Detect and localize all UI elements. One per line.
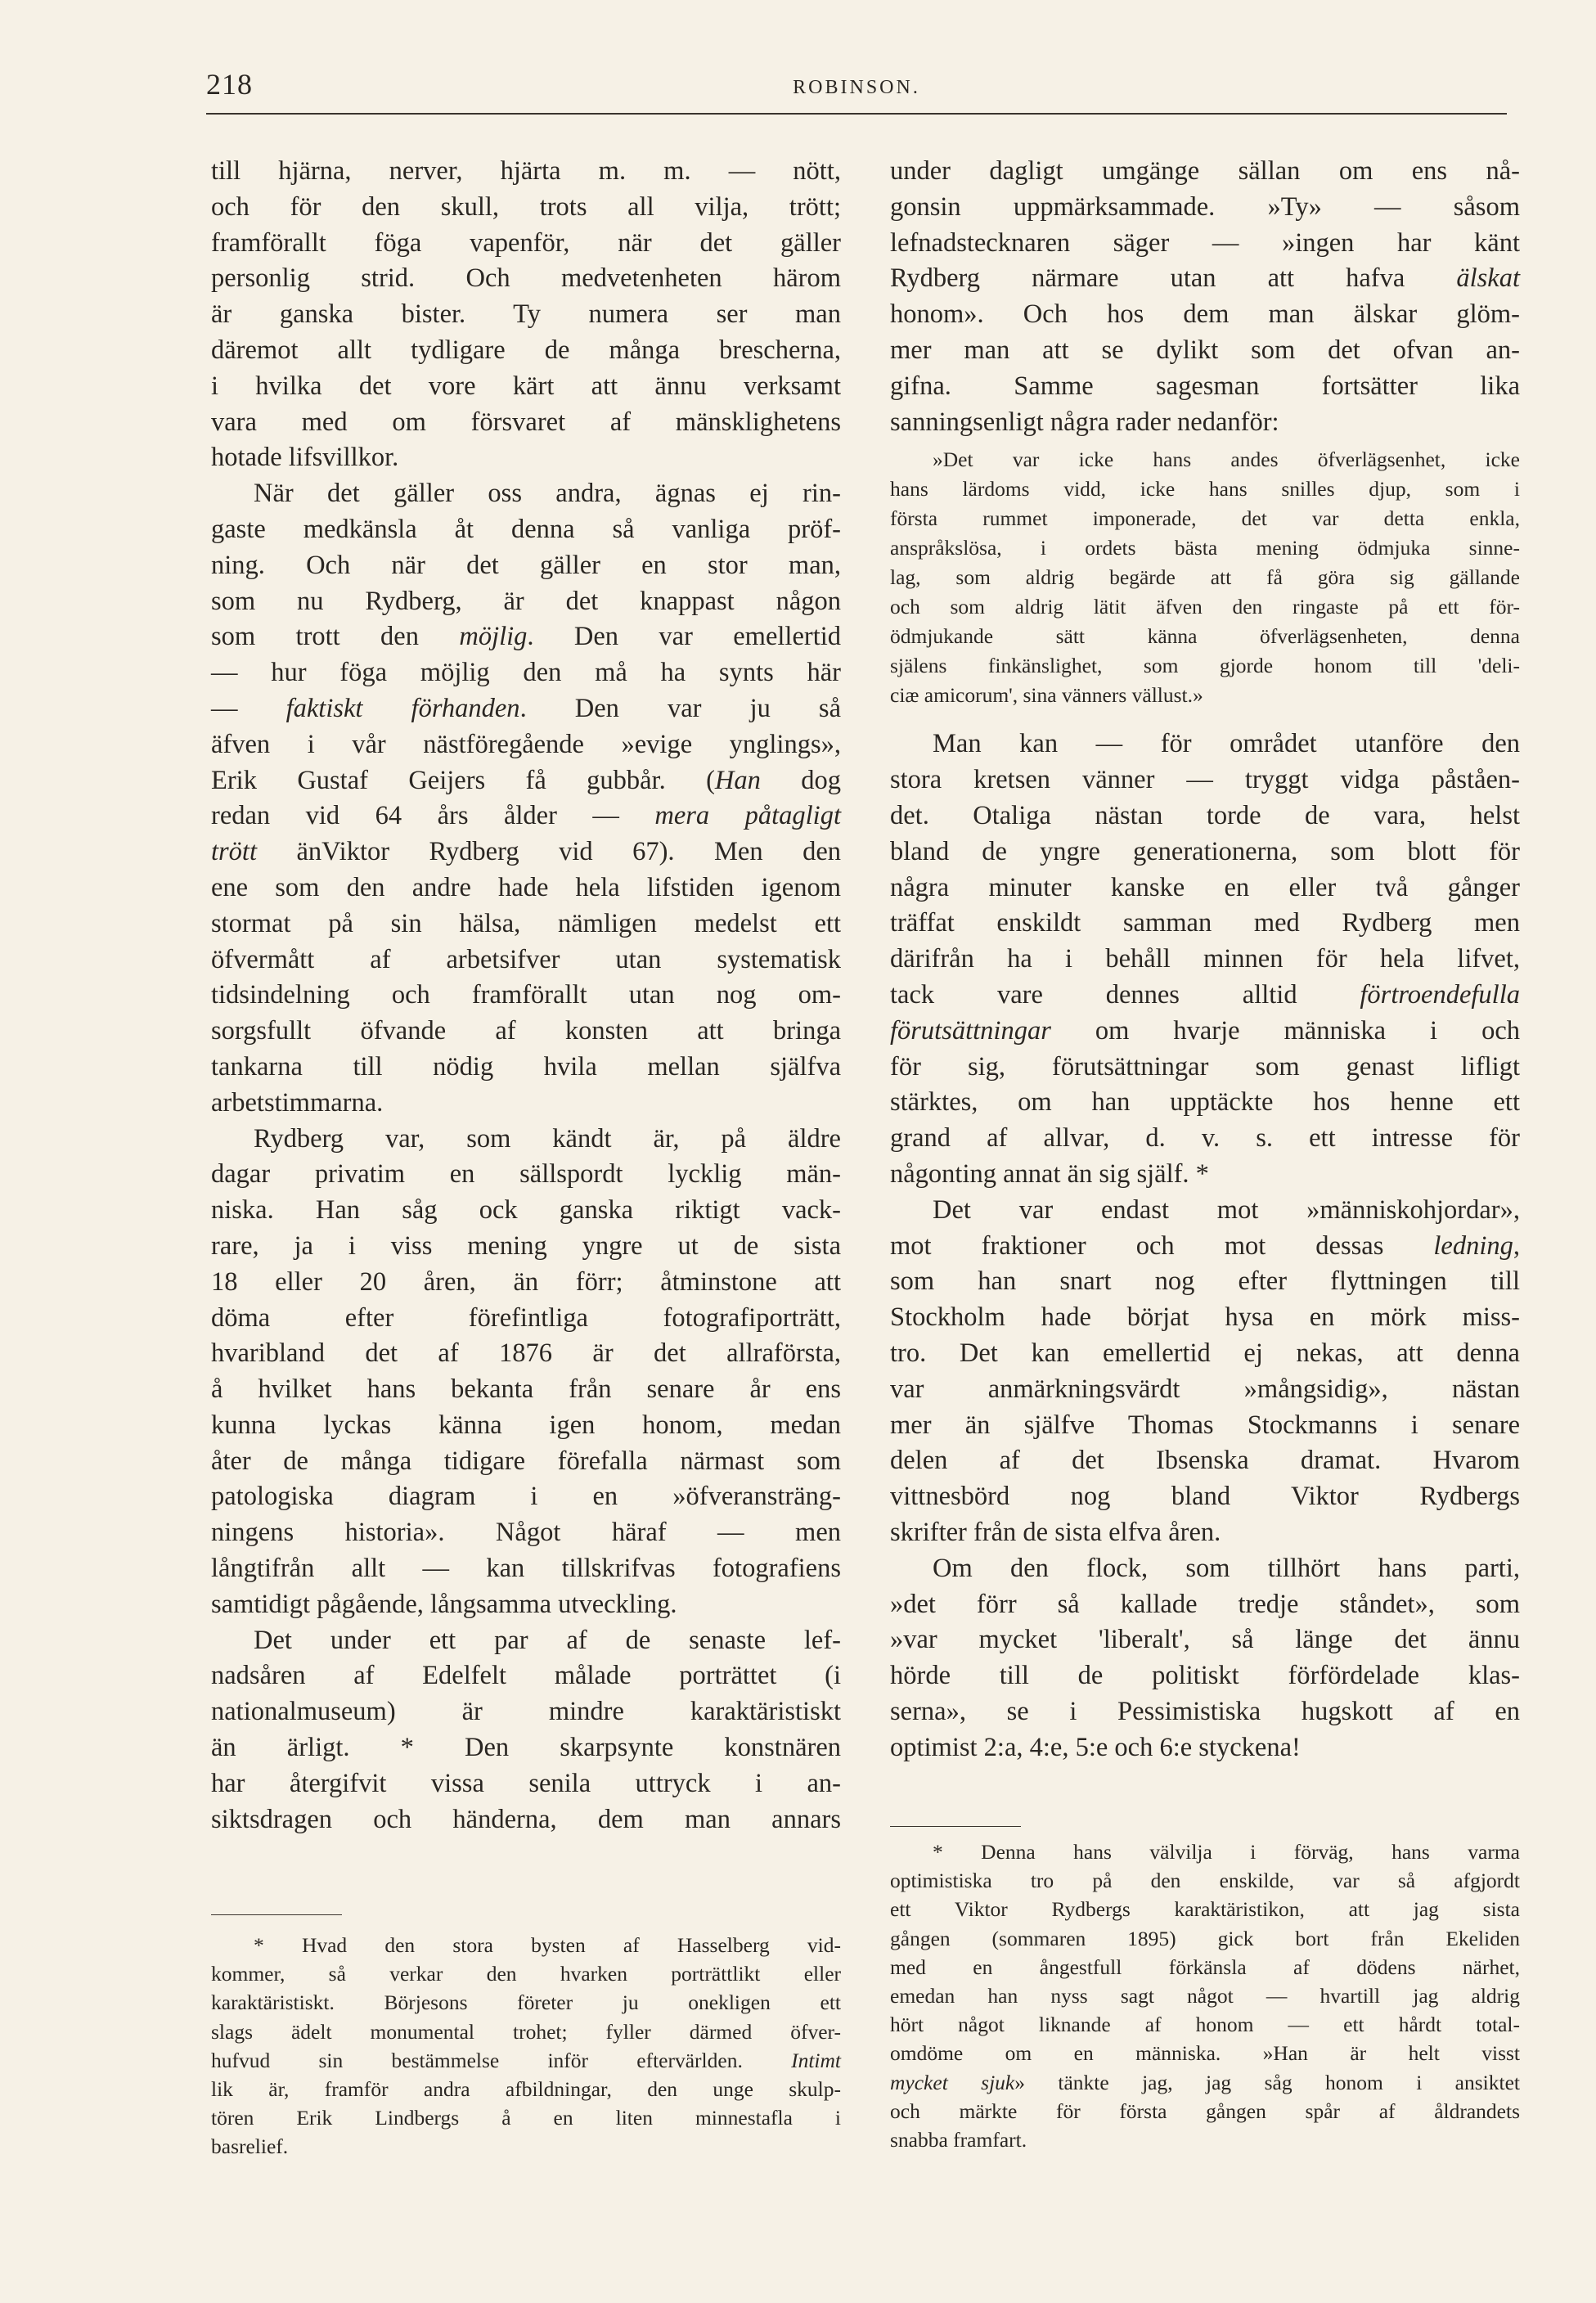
italic-text: förutsättningar <box>890 1015 1051 1046</box>
text-line: har återgifvit vissa senila uttryck i an- <box>211 1768 841 1798</box>
text-line: kunna lyckas känna igen honom, medan <box>211 1410 841 1440</box>
text-run: redan vid 64 års ålder — <box>211 801 655 831</box>
text-line: därifrån ha i behåll minnen för hela lifvet, <box>890 944 1520 974</box>
text-line: är ganska bister. Ty numera ser man <box>211 299 841 330</box>
text-line: »det förr så kallade tredje ståndet», som <box>890 1589 1520 1619</box>
text-line: till hjärna, nerver, hjärta m. m. — nött, <box>211 156 841 186</box>
italic-text: mera påtagligt <box>654 801 841 831</box>
paragraph <box>890 1193 1520 1551</box>
text-line: nationalmuseum) är mindre karaktäristiskt <box>211 1697 841 1727</box>
text-line: stärktes, om han upptäckte hos henne ett <box>890 1087 1520 1118</box>
text-run: . Den var emellertid <box>527 622 841 652</box>
text-line: grand af allvar, d. v. s. ett intresse för <box>890 1123 1520 1154</box>
italic-text: möjlig <box>459 622 528 652</box>
paragraph <box>890 154 1520 440</box>
text-line <box>211 691 841 727</box>
text-line: Det under ett par af de senaste lef- <box>254 1625 841 1655</box>
footnote-line: emedan han nyss sagt något — hvartill jag aldrig <box>890 1984 1520 2008</box>
quote-line: och som aldrig lätit äfven den ringaste på ett för- <box>890 595 1520 619</box>
text-line: bland de yngre generationerna, som blott för <box>890 836 1520 866</box>
text-line: honom». Och hos dem man älskar glöm- <box>890 299 1520 330</box>
quote-line: »Det var icke hans andes öfverlägsenhet, icke <box>933 448 1520 472</box>
text-line: delen af det Ibsenska dramat. Hvarom <box>890 1446 1520 1476</box>
text-line: hvaribland det af 1876 är det allraförsta, <box>211 1338 841 1369</box>
text-line <box>890 261 1520 297</box>
text-line: 18 eller 20 åren, än förr; åtminstone att <box>211 1266 841 1297</box>
text-line: rare, ja i viss mening yngre ut de sista <box>211 1230 841 1261</box>
text-line: däremot allt tydligare de många brescherna, <box>211 335 841 365</box>
text-line: tankarna till nödig hvila mellan själfva <box>211 1051 841 1082</box>
quote-line: första rummet imponerade, det var detta enkla, <box>890 506 1520 531</box>
italic-text: Han <box>714 765 761 795</box>
text-line: mer man att se dylikt som det ofvan an- <box>890 335 1520 365</box>
text-line: Rydberg var, som kändt är, på äldre <box>254 1123 841 1154</box>
italic-text: Intimt <box>791 2048 841 2072</box>
left-footnote <box>211 1931 841 2161</box>
page-header <box>206 67 1507 116</box>
text-line <box>890 1229 1520 1265</box>
right-footnote <box>890 1837 1520 2154</box>
italic-text: älskat <box>1456 263 1520 294</box>
footnote-line <box>890 2068 1520 2097</box>
italic-text: faktiskt förhanden <box>285 693 520 723</box>
text-line: Det var endast mot »människohjordar», <box>933 1194 1520 1225</box>
footnote-line: karaktäristiskt. Börjesons företer ju onekligen ett <box>211 1990 841 2015</box>
quote-line: själens finkänslighet, som gjorde honom till 'deli- <box>890 654 1520 678</box>
right-column <box>890 154 1520 1765</box>
text-line: siktsdragen och händerna, dem man annars <box>211 1804 841 1834</box>
footnote-line: ett Viktor Rydbergs karaktäristikon, att jag sista <box>890 1897 1520 1922</box>
text-line: någonting annat än sig själf. * <box>890 1158 1209 1189</box>
text-run: . Den var ju så <box>519 693 842 723</box>
text-line: stora kretsen vänner — tryggt vidga påståen- <box>890 765 1520 795</box>
text-line: i hvilka det vore kärt att ännu verksamt <box>211 371 841 401</box>
text-line: serna», se i Pessimistiska hugskott af en <box>890 1696 1520 1726</box>
text-line: under dagligt umgänge sällan om ens nå- <box>890 156 1520 186</box>
text-line: nadsåren af Edelfelt målade porträttet (i <box>211 1661 841 1691</box>
text-line: ningens historia». Något häraf — men <box>211 1518 841 1548</box>
text-line: än ärligt. * Den skarpsynte konstnären <box>211 1733 841 1763</box>
text-line: långtifrån allt — kan tillskrifvas fotografiens <box>211 1554 841 1584</box>
text-line: vara med om försvaret af mänsklighetens <box>211 407 841 437</box>
text-line: gonsin uppmärksammade. »Ty» — såsom <box>890 191 1520 222</box>
header-rule <box>206 113 1507 115</box>
text-run: om hvarje människa i och <box>1050 1015 1520 1046</box>
footnote-line: omdöme om en människa. »Han är helt visst <box>890 2041 1520 2066</box>
footnote-line: * Denna hans välvilja i förväg, hans varma <box>933 1840 1520 1864</box>
paragraph <box>211 154 841 476</box>
block-quote <box>890 445 1520 710</box>
text-line: — hur föga möjlig den må ha synts här <box>211 658 841 688</box>
footnote-line: slags ädelt monumental trohet; fyller därmed öfver- <box>211 2019 841 2044</box>
text-line: ning. Och när det gäller en stor man, <box>211 550 841 580</box>
text-line: samtidigt pågående, långsamma utveckling. <box>211 1589 677 1619</box>
text-line: skrifter från de sista elfva åren. <box>890 1517 1221 1547</box>
text-line: å hvilket hans bekanta från senare år ens <box>211 1374 841 1405</box>
footnote-line: lik är, framför andra afbildningar, den unge skulp- <box>211 2077 841 2102</box>
text-line: träffat enskildt samman med Rydberg men <box>890 908 1520 938</box>
footnote-line: gången (sommaren 1895) gick bort från Ekeliden <box>890 1926 1520 1950</box>
text-run: mot fraktioner och mot dessas <box>890 1230 1434 1261</box>
quote-line: ödmjukande sätt känna öfverlägsenheten, denna <box>890 624 1520 649</box>
footnote-line: tören Erik Lindbergs å en liten minnestafla i <box>211 2106 841 2130</box>
text-line: personlig strid. Och medvetenheten härom <box>211 263 841 294</box>
text-run: Erik Gustaf Geijers få gubbår. ( <box>211 765 715 795</box>
text-line: tidsindelning och framförallt utan nog om- <box>211 980 841 1010</box>
footnote-line: * Hvad den stora bysten af Hasselberg vid- <box>254 1933 841 1957</box>
paragraph <box>890 726 1520 1192</box>
text-line <box>211 798 841 834</box>
text-run: som trott den <box>211 622 460 652</box>
italic-text: förtroendefulla <box>1360 979 1520 1010</box>
text-line: några minuter kanske en eller två gånger <box>890 872 1520 902</box>
text-line: var anmärkningsvärdt »mångsidig», nästan <box>890 1374 1520 1404</box>
text-line: som han snart nog efter flyttningen till <box>890 1266 1520 1297</box>
text-run: tack vare dennes alltid <box>890 979 1360 1010</box>
text-line: tro. Det kan emellertid ej nekas, att denna <box>890 1338 1520 1368</box>
text-line: arbetstimmarna. <box>211 1087 384 1118</box>
footnote-line: optimistiska tro på den enskilde, var så afgjordt <box>890 1869 1520 1893</box>
footnote-line: hört något liknande af honom — ett hårdt total- <box>890 2013 1520 2037</box>
text-line: lefnadstecknaren säger — »ingen har känt <box>890 227 1520 258</box>
quote-line: hans lärdoms vidd, icke hans snilles djup, som i <box>890 477 1520 502</box>
italic-text: trött <box>211 837 257 867</box>
text-line: dagar privatim en sällspordt lycklig män- <box>211 1159 841 1190</box>
text-line: det. Otaliga nästan torde de vara, helst <box>890 800 1520 830</box>
text-line: När det gäller oss andra, ägnas ej rin- <box>254 479 841 509</box>
footnote-line <box>211 2046 841 2075</box>
left-column <box>211 154 841 1837</box>
text-line: niska. Han såg ock ganska riktigt vack- <box>211 1195 841 1226</box>
footnote-line: kommer, så verkar den hvarken porträttlikt eller <box>211 1962 841 1986</box>
text-line: framförallt föga vapenför, när det gäller <box>211 227 841 258</box>
text-run: , <box>1513 1230 1520 1261</box>
text-line: åter de många tidigare förefalla närmast som <box>211 1446 841 1476</box>
text-line: Om den flock, som tillhört hans parti, <box>933 1553 1520 1583</box>
footnote-line: och märkte för första gången spår af åldrandets <box>890 2098 1520 2123</box>
text-line: ene som den andre hade hela lifstiden igenom <box>211 872 841 902</box>
text-line: patologiska diagram i en »öfveransträng- <box>211 1482 841 1512</box>
text-run: » tänkte jag, jag såg honom i ansiktet <box>1014 2070 1520 2094</box>
text-run: dog <box>760 765 841 795</box>
text-line: vittnesbörd nog bland Viktor Rydbergs <box>890 1482 1520 1512</box>
text-line: öfvermått af arbetsifver utan systematisk <box>211 944 841 974</box>
text-line <box>211 834 841 870</box>
text-line: hörde till de politiskt förfördelade klas- <box>890 1661 1520 1691</box>
italic-text: mycket sjuk <box>890 2070 1015 2094</box>
text-run: änViktor Rydberg vid 67). Men den <box>257 837 841 867</box>
text-line: gaste medkänsla åt denna så vanliga pröf- <box>211 514 841 544</box>
text-line: Stockholm hade börjat hysa en mörk miss- <box>890 1302 1520 1333</box>
text-line: döma efter förefintliga fotografiporträtt, <box>211 1302 841 1333</box>
quote-line: anspråkslösa, i ordets bästa mening ödmjuka sinne- <box>890 536 1520 560</box>
text-run: Rydberg närmare utan att hafva <box>890 263 1457 294</box>
text-line: för sig, förutsättningar som genast lifligt <box>890 1051 1520 1082</box>
text-run: hufvud sin bestämmelse inför eftervärlden. <box>211 2048 792 2072</box>
text-line: sanningsenligt några rader nedanför: <box>890 407 1279 437</box>
text-line: och för den skull, trots all vilja, trött; <box>211 191 841 222</box>
footnote-line: basrelief. <box>211 2134 289 2159</box>
text-line <box>890 1014 1520 1050</box>
text-line: »var mycket 'liberalt', så länge det ännu <box>890 1625 1520 1655</box>
text-line: hotade lifsvillkor. <box>211 443 399 473</box>
paragraph <box>211 1623 841 1838</box>
text-line <box>890 978 1520 1014</box>
text-line: Man kan — för området utanföre den <box>933 729 1520 759</box>
text-line: gifna. Samme sagesman fortsätter lika <box>890 371 1520 401</box>
footnote-rule <box>890 1826 1021 1827</box>
paragraph <box>211 476 841 1121</box>
page-number: 218 <box>206 68 253 101</box>
text-line: äfven i vår nästföregående »evige ynglings», <box>211 729 841 759</box>
text-run: — <box>211 693 286 723</box>
running-head: ROBINSON. <box>793 77 920 98</box>
footnote-line: snabba framfart. <box>890 2128 1027 2152</box>
quote-line: lag, som aldrig begärde att få göra sig gällande <box>890 565 1520 590</box>
text-line: mer än själfve Thomas Stockmanns i senare <box>890 1410 1520 1440</box>
text-line <box>211 763 841 799</box>
text-line: sorgsfullt öfvande af konsten att bringa <box>211 1016 841 1046</box>
paragraph <box>890 1551 1520 1766</box>
paragraph <box>211 1122 841 1623</box>
text-line: stormat på sin hälsa, nämligen medelst ett <box>211 908 841 938</box>
quote-line: ciæ amicorum', sina vänners vällust.» <box>890 683 1203 708</box>
text-line <box>211 619 841 655</box>
footnote-rule <box>211 1914 342 1915</box>
footnote-line: med en ångestfull förkänsla af dödens närhet, <box>890 1954 1520 1979</box>
text-line: som nu Rydberg, är det knappast någon <box>211 586 841 616</box>
italic-text: ledning <box>1433 1230 1513 1261</box>
text-line: optimist 2:a, 4:e, 5:e och 6:e styckena! <box>890 1732 1301 1762</box>
